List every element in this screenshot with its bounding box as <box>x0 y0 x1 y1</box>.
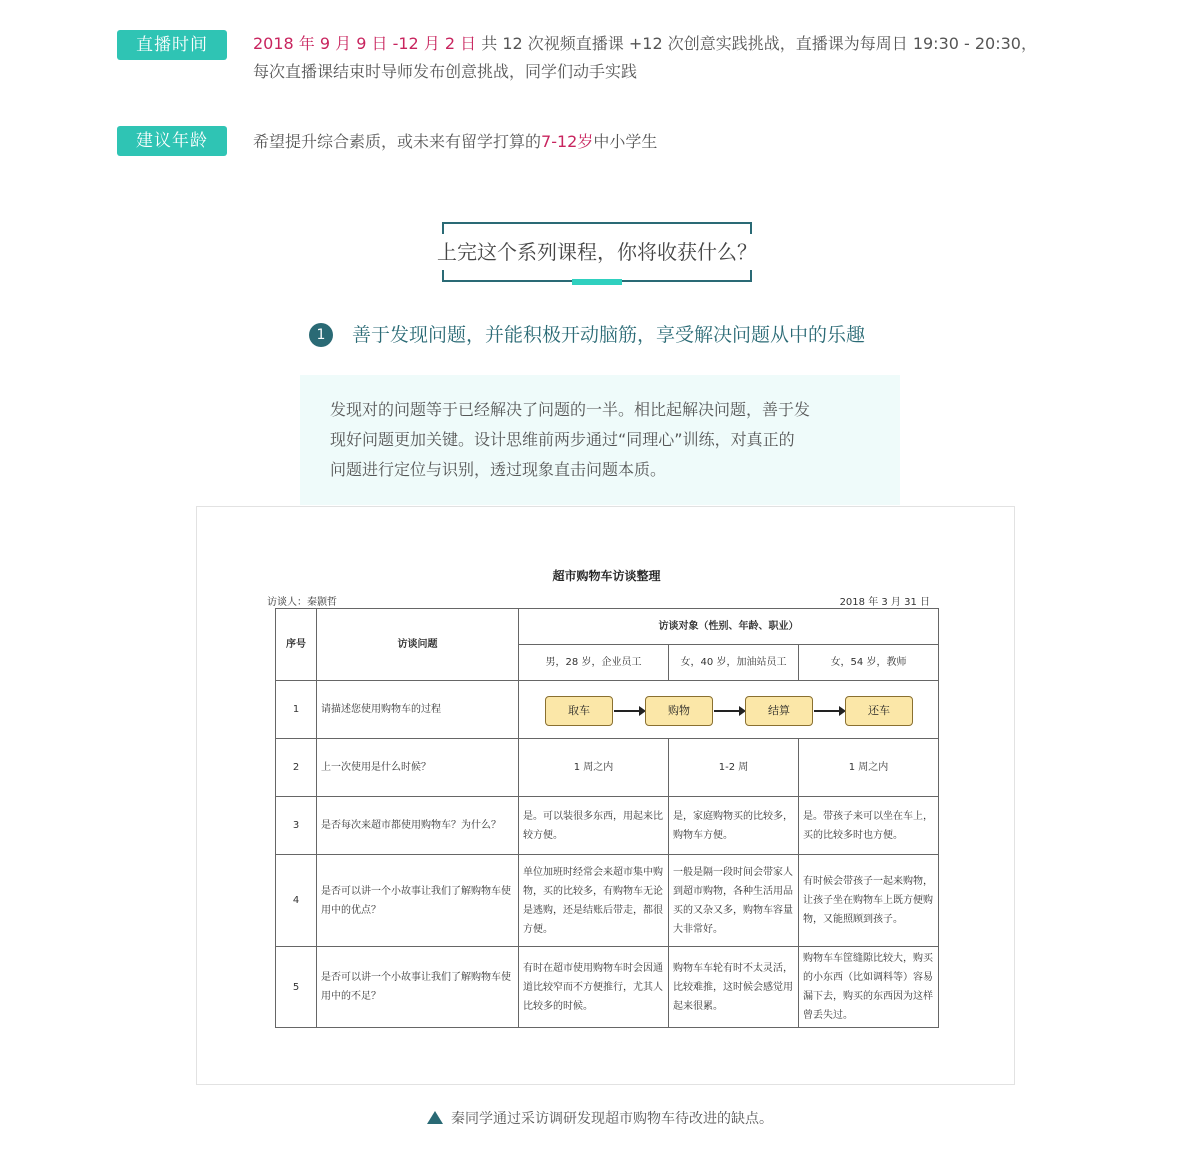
row-no: 1 <box>276 681 317 739</box>
header-subjects: 访谈对象（性别、年龄、职业） <box>519 609 939 645</box>
point-title: 善于发现问题，并能积极开动脑筋，享受解决问题从中的乐趣 <box>352 324 866 346</box>
row-no: 5 <box>276 947 317 1028</box>
figure-caption <box>0 1108 1200 1130</box>
triangle-icon <box>427 1111 443 1124</box>
row-no: 2 <box>276 739 317 797</box>
document-title: 超市购物车访谈整理 <box>552 569 661 583</box>
age-suffix: 中小学生 <box>593 132 658 151</box>
tag-broadcast-time: 直播时间 <box>117 30 227 60</box>
subject-1: 男，28 岁，企业员工 <box>519 645 669 681</box>
section-heading-frame <box>437 222 757 282</box>
age-highlight: 7-12岁 <box>541 132 594 151</box>
age-prefix: 希望提升综合素质，或未来有留学打算的 <box>253 132 542 151</box>
suggested-age-text <box>253 128 657 156</box>
broadcast-challenge-note: 每次直播课结束时导师发布创意挑战，同学们动手实践 <box>253 62 638 81</box>
flow-diagram <box>519 683 938 737</box>
broadcast-schedule: 共 12 次视频直播课 +12 次创意实践挑战，直播课为每周日 19:30 - 20:30， <box>476 34 1037 53</box>
table-row <box>276 739 939 797</box>
flow-arrow <box>614 710 644 712</box>
flow-step: 结算 <box>745 696 813 726</box>
row-question: 是否可以讲一个小故事让我们了解购物车使用中的优点？ <box>317 855 519 947</box>
tag-suggested-age: 建议年龄 <box>117 126 227 156</box>
broadcast-date-highlight: 2018 年 9 月 9 日 -12 月 2 日 <box>253 34 477 53</box>
row-answer: 有时候会带孩子一起来购物，让孩子坐在购物车上既方便购物，又能照顾到孩子。 <box>799 855 939 947</box>
header-no: 序号 <box>276 609 317 681</box>
table-row <box>276 681 939 739</box>
row-answer: 有时在超市使用购物车时会因通道比较窄而不方便推行，尤其人比较多的时候。 <box>519 947 669 1028</box>
flow-step: 购物 <box>645 696 713 726</box>
flow-step: 取车 <box>545 696 613 726</box>
row-question: 是否可以讲一个小故事让我们了解购物车使用中的不足？ <box>317 947 519 1028</box>
point-number-badge: 1 <box>309 323 333 347</box>
section-heading: 上完这个系列课程，你将收获什么？ <box>430 238 764 266</box>
flow-arrow <box>814 710 844 712</box>
table-row <box>276 855 939 947</box>
flow-arrow <box>714 710 744 712</box>
caption-text: 秦同学通过采访调研发现超市购物车待改进的缺点。 <box>451 1111 773 1127</box>
heading-accent-bar <box>572 279 622 285</box>
description-box <box>300 375 900 505</box>
row-answer: 是。可以装很多东西，用起来比较方便。 <box>519 797 669 855</box>
row-no: 4 <box>276 855 317 947</box>
row-answer: 购物车车筐缝隙比较大，购买的小东西（比如调料等）容易漏下去，购买的东西因为这样曾丢失过。 <box>799 947 939 1028</box>
description-line: 问题进行定位与识别，透过现象直击问题本质。 <box>330 460 667 479</box>
row-answer: 一般是隔一段时间会带家人到超市购物，各种生活用品买的又杂又多，购物车容量大非常好。 <box>669 855 799 947</box>
row-question: 上一次使用是什么时候？ <box>317 739 519 797</box>
document-interviewer: 访谈人：秦颢哲 <box>267 597 337 608</box>
subject-2: 女，40 岁，加油站员工 <box>669 645 799 681</box>
broadcast-time-text <box>253 30 1037 86</box>
row-no: 3 <box>276 797 317 855</box>
row-answer: 购物车车轮有时不太灵活，比较难推，这时候会感觉用起来很累。 <box>669 947 799 1028</box>
row-question: 请描述您使用购物车的过程 <box>317 681 519 739</box>
table-row <box>276 947 939 1028</box>
row-answer: 单位加班时经常会来超市集中购物，买的比较多，有购物车无论是逃购，还是结账后带走，都很方便。 <box>519 855 669 947</box>
document-date: 2018 年 3 月 31 日 <box>839 597 930 608</box>
subject-3: 女，54 岁，教师 <box>799 645 939 681</box>
row-answer: 1 周之内 <box>799 739 939 797</box>
heading-frame-top <box>442 222 752 234</box>
row-question: 是否每次来超市都使用购物车？为什么？ <box>317 797 519 855</box>
description-line: 发现对的问题等于已经解决了问题的一半。相比起解决问题，善于发 <box>330 400 811 419</box>
row-answer: 1-2 周 <box>669 739 799 797</box>
flow-cell <box>519 681 939 739</box>
header-question: 访谈问题 <box>317 609 519 681</box>
row-answer: 是，家庭购物买的比较多，购物车方便。 <box>669 797 799 855</box>
table-row <box>276 797 939 855</box>
description-line: 现好问题更加关键。设计思维前两步通过“同理心”训练，对真正的 <box>330 430 795 449</box>
interview-table <box>275 608 939 1028</box>
row-answer: 是。带孩子来可以坐在车上，买的比较多时也方便。 <box>799 797 939 855</box>
row-answer: 1 周之内 <box>519 739 669 797</box>
interview-document-image <box>196 506 1015 1085</box>
flow-step: 还车 <box>845 696 913 726</box>
